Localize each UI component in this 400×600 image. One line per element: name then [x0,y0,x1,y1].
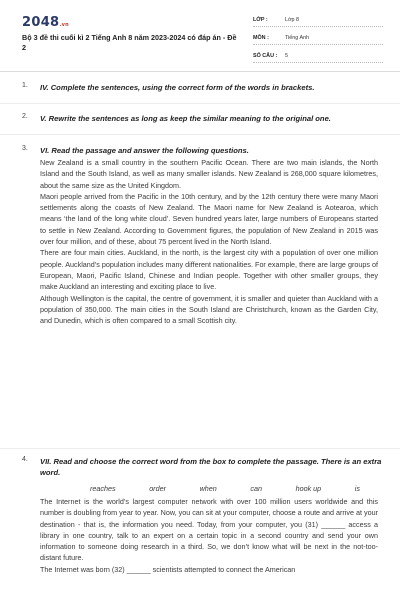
word-box-item: hook up [295,484,322,493]
word-box-item: is [354,484,360,493]
question-divider [0,448,400,449]
question-divider [0,134,400,135]
meta-row-class [253,16,383,27]
meta-label: LỚP : [253,17,268,23]
question-number: 3. [22,145,28,152]
word-box-item: can [250,484,262,493]
page-fade [0,590,400,600]
meta-label: SỐ CÂU : [253,53,278,59]
passage-paragraph: New Zealand is a small country in the southern Pacific Ocean. There are two main islands, the North Island and the South Island, as well as many smaller islands. New Zealand is 268,000 square kilometres, about the same size as the United Kingdom. [40,158,378,190]
passage-paragraph: Although Wellington is the capital, the centre of government, it is smaller and quieter than Auckland with a population of 350,000. The main cities in the South Island are Christchurch, known as the Garden City, and Dunedin, which is often compared to a small Scottish city. [40,293,378,326]
logo-text: 2048 [22,15,60,30]
word-box-item: when [199,484,217,493]
passage-paragraph: There are four main cities. Auckland, in the north, is the largest city with a population of over one million people. Auckland’s population includes many different nationalities. For example, there are large groups of European, Maori, Pacific Island, Chinese and Indian people. Together with other smaller groups, they make Auckland an interesting and exciting place to live. [40,248,378,292]
question-divider [0,103,400,104]
passage-paragraph: The Internet is the world’s largest computer network with over 100 million users worldwide and this number is doubling from year to year. Now, you can sit at your computer, choose a route and arrive at your destination - that is, the information you need. Today, from your computer, you (31) ______ access a library in one country, talk to an expert on a certain topic in a second country and send your own information to someone doing research in a third. So, we don’t know what will be next in the not-too-distant future. [40,497,378,563]
question-number: 4. [22,456,28,463]
meta-label: MÔN : [253,35,269,41]
word-box [90,483,360,495]
question-title: VII. Read and choose the correct word from the box to complete the passage. There is an extra word. [40,457,382,477]
meta-value: Tiếng Anh [285,35,310,41]
logo-suffix: .vn [59,22,70,28]
passage-paragraph: Maori people arrived from the Pacific in the 10th century, and by the 12th century there were many Maori settlements along the coasts of New Zealand. The Maori name for New Zealand is Aotearoa, which means ‘the land of the long white cloud’. Seven hundred years later, large numbers of Europeans started to settle in New Zealand. According to Government figures, the population of New Zealand in 2015 was over four million, and of these, about 75 percent lived in the North Island. [40,191,378,247]
question-title: VI. Read the passage and answer the following questions. [40,146,249,155]
cloze-passage [40,483,378,575]
question-number: 1. [22,82,28,89]
site-logo[interactable] [22,15,69,30]
question-number: 2. [22,113,28,120]
header-divider [0,71,400,72]
document-title: Bộ 3 đề thi cuối kì 2 Tiếng Anh 8 năm 2023-2024 có đáp án - Đề 2 [22,33,237,52]
meta-value: 5 [285,53,288,59]
word-box-item: reaches [90,484,116,493]
meta-row-count [253,52,383,63]
document-meta [253,16,383,70]
passage-paragraph: The Internet was born (32) ______ scientists attempted to connect the American [40,564,296,574]
meta-row-subject [253,34,383,45]
word-box-item: order [149,484,166,493]
meta-value: Lớp 8 [285,17,300,23]
page-header [0,0,400,70]
question-title: IV. Complete the sentences, using the correct form of the words in brackets. [40,83,315,92]
reading-passage [40,157,378,326]
question-title: V. Rewrite the sentences as long as keep the similar meaning to the original one. [40,114,331,123]
